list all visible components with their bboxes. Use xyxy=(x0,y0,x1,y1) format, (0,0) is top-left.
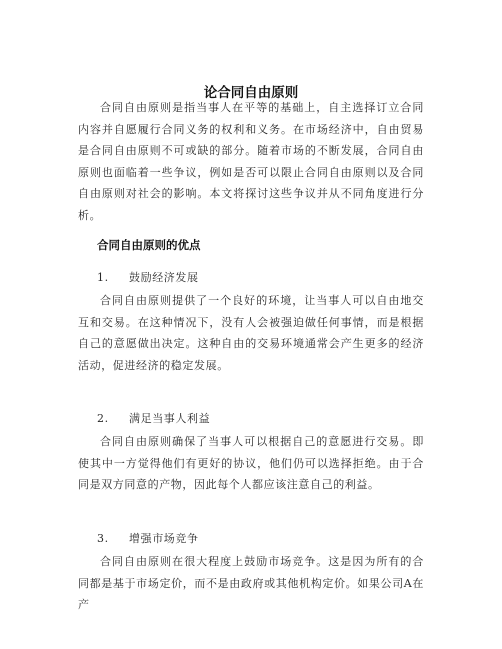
intro-paragraph: 合同自由原则是指当事人在平等的基础上，自主选择订立合同内容并自愿履行合同义务的权利和义务。在市场经济中，自由贸易是合同自由原则不可或缺的部分。随着市场的不断发展，合同自由原则也面临着一些争议，例如是否可以限止合同自由原则以及合同自由原则对社会的影响。本文将探讨这些争议并从不同角度进行分析。 xyxy=(78,101,424,222)
list-item-title: 鼓励经济发展 xyxy=(129,271,199,284)
list-item-3-body: 合同自由原则在很大程度上鼓励市场竞争。这是因为所有的合同都是基于市场定价，而不是由政府或其他机构定价。如果公司A在产 xyxy=(78,555,424,611)
list-item-1-body: 合同自由原则提供了一个良好的环境，让当事人可以自由地交互和交易。在这种情况下，没有人会被强迫做任何事情，而是根据自己的意愿做出决定。这种自由的交易环境通常会产生更多的经济活动，促进经济的稳定发展。 xyxy=(78,294,424,372)
section-heading: 合同自由原则的优点 xyxy=(97,238,201,252)
list-item-3-heading xyxy=(97,530,199,546)
list-item-2-body: 合同自由原则确保了当事人可以根据自己的意愿进行交易。即使其中一方觉得他们有更好的协议，他们仍可以选择拒绝。由于合同是双方同意的产物，因此每个人都应该注意自己的利益。 xyxy=(78,435,424,491)
list-item-1-heading xyxy=(97,269,199,285)
list-item-number: 2. xyxy=(97,412,109,425)
list-item-title: 满足当事人利益 xyxy=(129,412,211,425)
list-item-number: 3. xyxy=(97,532,109,545)
document-title: 论合同自由原则 xyxy=(203,85,299,101)
list-item-title: 增强市场竞争 xyxy=(129,532,199,545)
list-item-2-heading xyxy=(97,410,210,426)
list-item-number: 1. xyxy=(97,271,109,284)
